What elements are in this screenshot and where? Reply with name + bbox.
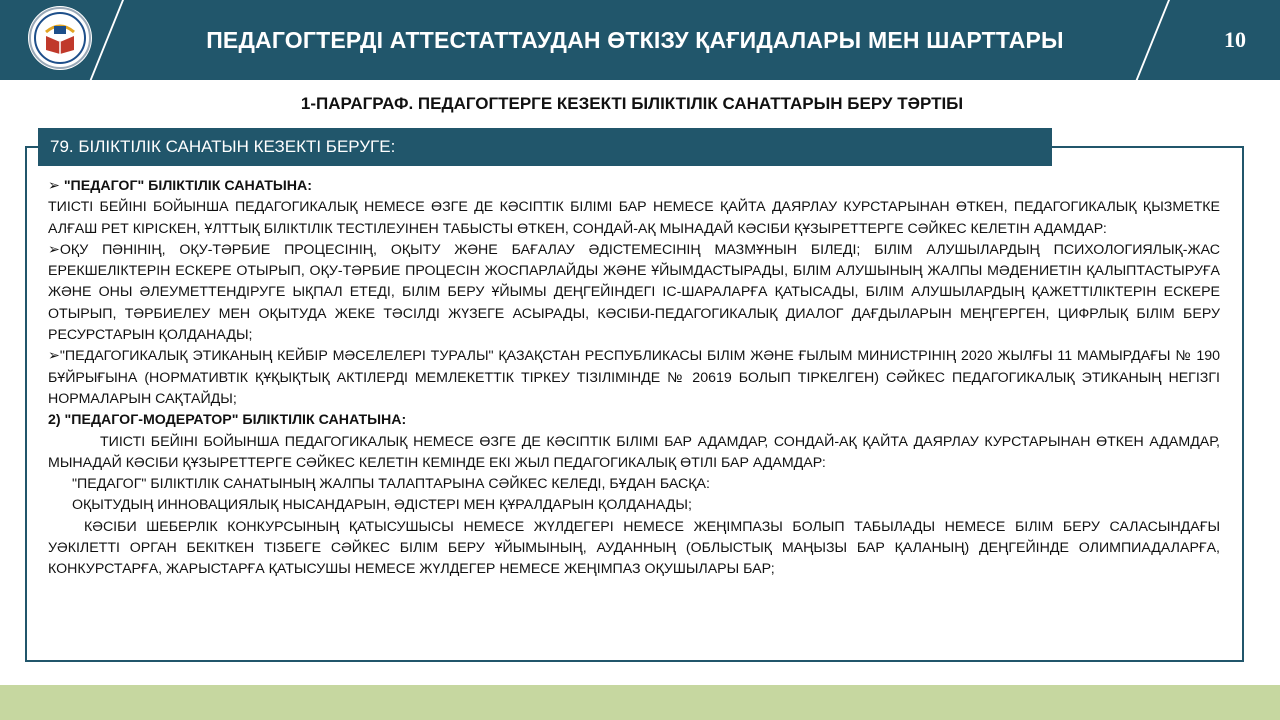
page-title: ПЕДАГОГТЕРДІ АТТЕСТАТТАУДАН ӨТКІЗУ ҚАҒИДАЛАРЫ МЕН ШАРТТАРЫ — [206, 26, 1064, 53]
category-heading: "ПЕДАГОГ" БІЛІКТІЛІК САНАТЫНА: — [59, 178, 313, 194]
footer-bar — [0, 685, 1280, 720]
text-paragraph: ➢ОҚУ ПӘНІНІҢ, ОҚУ-ТӘРБИЕ ПРОЦЕСІНІҢ, ОҚЫТУ ЖӘНЕ БАҒАЛАУ ӘДІСТЕМЕСІНІҢ МАЗМҰНЫН БІЛЕДІ; БІЛІМ АЛУШЫЛАРДЫҢ ПСИХОЛОГИЯЛЫҚ-ЖАС ЕРЕКШЕЛІКТЕРІН ЕСКЕРЕ ОТЫРЫП, ОҚУ-ТӘРБИЕ ПРОЦЕСІН ЖОСПАРЛАЙДЫ ЖӘНЕ ҰЙЫМДАСТЫРАДЫ, БІЛІМ АЛУШЫНЫҢ ЖАЛПЫ МӘДЕНИЕТІН ҚАЛЫПТАСТЫРУҒА ЖӘНЕ ОНЫ ӘЛЕУМЕТТЕНДІРУГЕ ЫҚПАЛ ЕТЕДІ, БІЛІМ БЕРУ ҰЙЫМЫ ДЕҢГЕЙІНДЕГІ ІС-ШАРАЛАРҒА ҚАТЫСАДЫ, БІЛІМ АЛУШЫЛАРДЫҢ ҚАЖЕТТІЛІКТЕРІН ЕСКЕРЕ ОТЫРЫП, ТӘРБИЕЛЕУ МЕН ОҚЫТУДА ЖЕКЕ ТӘСІЛДІ ЖҮЗЕГЕ АСЫРАДЫ, КӘСІБИ-ПЕДАГОГИКАЛЫҚ ДИАЛОГ ДАҒДЫЛАРЫН МЕҢГЕРГЕН, ЦИФРЛЫҚ БІЛІМ БЕРУ РЕСУРСТАРЫН ҚОЛДАНАДЫ; — [48, 241, 1220, 344]
logo-icon — [28, 6, 92, 70]
text-paragraph: КӘСІБИ ШЕБЕРЛІК КОНКУРСЫНЫҢ ҚАТЫСУШЫСЫ НЕМЕСЕ ЖҮЛДЕГЕРІ НЕМЕСЕ ЖЕҢІМПАЗЫ БОЛЫП ТАБЫЛАДЫ НЕМЕСЕ БІЛІМ БЕРУ САЛАСЫНДАҒЫ УӘКІЛЕТТІ ОРГАН БЕКІТКЕН ТІЗБЕГЕ СӘЙКЕС БІЛІМ БЕРУ ҰЙЫМЫНЫҢ, АУДАННЫҢ (ОБЛЫСТЫҚ МАҢЫЗЫ БАР ҚАЛАНЫҢ) ДЕҢГЕЙІНДЕ ОЛИМПИАДАЛАРҒА, КОНКУРСТАРҒА, ЖАРЫСТАРҒА ҚАТЫСУШЫ НЕМЕСЕ ЖҮЛДЕГЕР НЕМЕСЕ ЖЕҢІМПАЗ ОҚУШЫЛАРЫ БАР; — [48, 518, 1220, 578]
text-paragraph: ОҚЫТУДЫҢ ИННОВАЦИЯЛЫҚ НЫСАНДАРЫН, ӘДІСТЕРІ МЕН ҚҰРАЛДАРЫН ҚОЛДАНАДЫ; — [72, 497, 692, 514]
header-divider — [1136, 0, 1170, 80]
page-number: 10 — [1224, 27, 1246, 52]
text-line — [48, 176, 1220, 197]
text-paragraph: ➢"ПЕДАГОГИКАЛЫҚ ЭТИКАНЫҢ КЕЙБІР МӘСЕЛЕЛЕРІ ТУРАЛЫ" ҚАЗАҚСТАН РЕСПУБЛИКАСЫ БІЛІМ ЖӘНЕ ҒЫЛЫМ МИНИСТРІНІҢ 2020 ЖЫЛҒЫ 11 МАМЫРДАҒЫ № 190 БҰЙРЫҒЫНА (НОРМАТИВТІК ҚҰҚЫҚТЫҚ АКТІЛЕРДІ МЕМЛЕКЕТТІК ТІРКЕУ ТІЗІЛІМІНДЕ № 20619 БОЛЫП ТІРКЕЛГЕН) СӘЙКЕС ПЕДАГОГИКАЛЫҚ ЭТИКАНЫҢ НЕГІЗГІ НОРМАЛАРЫН САҚТАЙДЫ; — [48, 348, 1220, 407]
paragraph-subtitle: 1-ПАРАГРАФ. ПЕДАГОГТЕРГЕ КЕЗЕКТІ БІЛІКТІЛІК САНАТТАРЫН БЕРУ ТӘРТІБІ — [300, 94, 964, 113]
text-paragraph: ТИІСТІ БЕЙІНІ БОЙЫНША ПЕДАГОГИКАЛЫҚ НЕМЕСЕ ӨЗГЕ ДЕ КӘСІПТІК БІЛІМІ БАР АДАМДАР, СОНДАЙ-АҚ ҚАЙТА ДАЯРЛАУ КУРСТАРЫНАН ӨТКЕН АДАМДАР, МЫНАДАЙ КӘСІБИ ҚҰЗЫРЕТТЕРГЕ СӘЙКЕС КЕЛЕТІН КЕМІНДЕ ЕКІ ЖЫЛ ПЕДАГОГИКАЛЫҚ ӨТІЛІ БАР АДАМДАР: — [48, 433, 1220, 471]
text-paragraph: "ПЕДАГОГ" БІЛІКТІЛІК САНАТЫНЫҢ ЖАЛПЫ ТАЛАПТАРЫНА СӘЙКЕС КЕЛЕДІ, БҰДАН БАСҚА: — [72, 476, 710, 493]
text-paragraph: ТИІСТІ БЕЙІНІ БОЙЫНША ПЕДАГОГИКАЛЫҚ НЕМЕСЕ ӨЗГЕ ДЕ КӘСІПТІК БІЛІМІ БАР НЕМЕСЕ ҚАЙТА ДАЯРЛАУ КУРСТАРЫНАН ӨТКЕН, ПЕДАГОГИКАЛЫҚ ҚЫЗМЕТКЕ АЛҒАШ РЕТ КІРІСКЕН, ҰЛТТЫҚ БІЛІКТІЛІК ТЕСТІЛЕУІНЕН ТАБЫСТЫ ӨТКЕН, СОНДАЙ-АҚ МЫНАДАЙ КӘСІБИ ҚҰЗЫРЕТТЕРГЕ СӘЙКЕС КЕЛЕТІН АДАМДАР: — [48, 199, 1220, 237]
section-title: 79. БІЛІКТІЛІК САНАТЫН КЕЗЕКТІ БЕРУГЕ: — [38, 128, 1052, 166]
header-divider — [90, 0, 124, 80]
header-bar — [0, 0, 1280, 80]
bullet-icon: ➢ — [48, 178, 60, 194]
category-heading: 2) "ПЕДАГОГ-МОДЕРАТОР" БІЛІКТІЛІК САНАТЫНА: — [48, 412, 407, 429]
body-text — [48, 176, 1220, 581]
